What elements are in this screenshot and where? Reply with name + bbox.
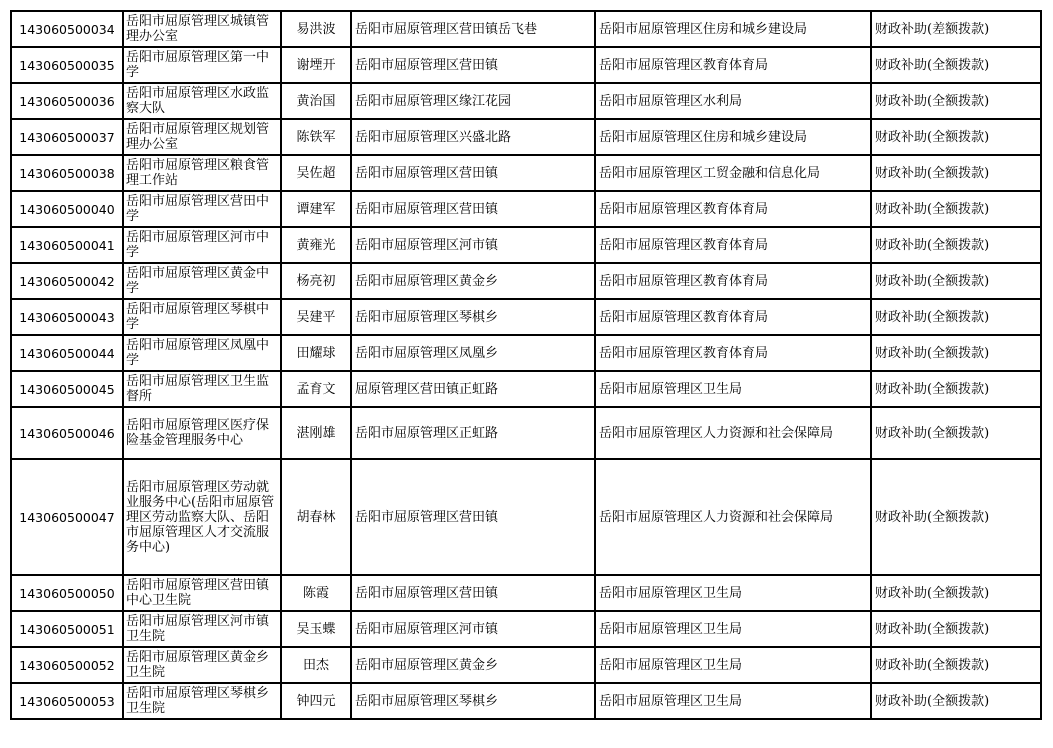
address-cell: 岳阳市屈原管理区黄金乡	[351, 647, 595, 683]
authority-cell: 岳阳市屈原管理区教育体育局	[595, 335, 871, 371]
legal-representative-cell: 胡春林	[281, 459, 351, 575]
table-row	[11, 575, 1041, 611]
unit-code-cell: 143060500050	[11, 575, 123, 611]
unit-code-cell: 143060500035	[11, 47, 123, 83]
funding-cell: 财政补助(全额拨款)	[871, 263, 1041, 299]
authority-cell: 岳阳市屈原管理区教育体育局	[595, 227, 871, 263]
unit-name-cell: 岳阳市屈原管理区营田中学	[123, 191, 281, 227]
funding-cell: 财政补助(全额拨款)	[871, 575, 1041, 611]
authority-cell: 岳阳市屈原管理区工贸金融和信息化局	[595, 155, 871, 191]
unit-name-cell: 岳阳市屈原管理区河市镇卫生院	[123, 611, 281, 647]
unit-code-cell: 143060500040	[11, 191, 123, 227]
authority-cell: 岳阳市屈原管理区教育体育局	[595, 191, 871, 227]
unit-name-cell: 岳阳市屈原管理区水政监察大队	[123, 83, 281, 119]
unit-name-cell: 岳阳市屈原管理区城镇管理办公室	[123, 11, 281, 47]
unit-code-cell: 143060500046	[11, 407, 123, 459]
authority-cell: 岳阳市屈原管理区水利局	[595, 83, 871, 119]
funding-cell: 财政补助(全额拨款)	[871, 459, 1041, 575]
authority-cell: 岳阳市屈原管理区卫生局	[595, 371, 871, 407]
unit-name-cell: 岳阳市屈原管理区黄金乡卫生院	[123, 647, 281, 683]
unit-code-cell: 143060500038	[11, 155, 123, 191]
legal-representative-cell: 黄治国	[281, 83, 351, 119]
unit-name-cell: 岳阳市屈原管理区黄金中学	[123, 263, 281, 299]
table-row	[11, 227, 1041, 263]
legal-representative-cell: 湛刚雄	[281, 407, 351, 459]
table-row	[11, 335, 1041, 371]
address-cell: 岳阳市屈原管理区琴棋乡	[351, 683, 595, 719]
table-row	[11, 611, 1041, 647]
funding-cell: 财政补助(全额拨款)	[871, 407, 1041, 459]
table-row	[11, 119, 1041, 155]
address-cell: 岳阳市屈原管理区凤凰乡	[351, 335, 595, 371]
unit-name-cell: 岳阳市屈原管理区凤凰中学	[123, 335, 281, 371]
funding-cell: 财政补助(全额拨款)	[871, 227, 1041, 263]
legal-representative-cell: 陈铁军	[281, 119, 351, 155]
unit-name-cell: 岳阳市屈原管理区医疗保险基金管理服务中心	[123, 407, 281, 459]
unit-name-cell: 岳阳市屈原管理区规划管理办公室	[123, 119, 281, 155]
authority-cell: 岳阳市屈原管理区卫生局	[595, 575, 871, 611]
legal-representative-cell: 田杰	[281, 647, 351, 683]
unit-code-cell: 143060500051	[11, 611, 123, 647]
table-row	[11, 371, 1041, 407]
address-cell: 岳阳市屈原管理区河市镇	[351, 227, 595, 263]
table-row	[11, 155, 1041, 191]
authority-cell: 岳阳市屈原管理区住房和城乡建设局	[595, 11, 871, 47]
legal-representative-cell: 田耀球	[281, 335, 351, 371]
funding-cell: 财政补助(全额拨款)	[871, 371, 1041, 407]
funding-cell: 财政补助(全额拨款)	[871, 647, 1041, 683]
unit-name-cell: 岳阳市屈原管理区第一中学	[123, 47, 281, 83]
unit-code-cell: 143060500045	[11, 371, 123, 407]
funding-cell: 财政补助(全额拨款)	[871, 155, 1041, 191]
funding-cell: 财政补助(全额拨款)	[871, 335, 1041, 371]
table-row	[11, 11, 1041, 47]
unit-name-cell: 岳阳市屈原管理区卫生监督所	[123, 371, 281, 407]
unit-name-cell: 岳阳市屈原管理区营田镇中心卫生院	[123, 575, 281, 611]
unit-code-cell: 143060500037	[11, 119, 123, 155]
funding-cell: 财政补助(全额拨款)	[871, 611, 1041, 647]
authority-cell: 岳阳市屈原管理区卫生局	[595, 647, 871, 683]
institution-table	[10, 10, 1042, 720]
address-cell: 岳阳市屈原管理区河市镇	[351, 611, 595, 647]
address-cell: 岳阳市屈原管理区营田镇	[351, 459, 595, 575]
legal-representative-cell: 陈霞	[281, 575, 351, 611]
authority-cell: 岳阳市屈原管理区卫生局	[595, 683, 871, 719]
funding-cell: 财政补助(全额拨款)	[871, 83, 1041, 119]
registry-sheet	[10, 10, 1042, 720]
table-row	[11, 683, 1041, 719]
unit-code-cell: 143060500043	[11, 299, 123, 335]
table-row	[11, 647, 1041, 683]
authority-cell: 岳阳市屈原管理区人力资源和社会保障局	[595, 407, 871, 459]
funding-cell: 财政补助(全额拨款)	[871, 119, 1041, 155]
unit-name-cell: 岳阳市屈原管理区粮食管理工作站	[123, 155, 281, 191]
authority-cell: 岳阳市屈原管理区教育体育局	[595, 263, 871, 299]
authority-cell: 岳阳市屈原管理区卫生局	[595, 611, 871, 647]
unit-code-cell: 143060500053	[11, 683, 123, 719]
table-row	[11, 191, 1041, 227]
address-cell: 屈原管理区营田镇正虹路	[351, 371, 595, 407]
address-cell: 岳阳市屈原管理区营田镇	[351, 191, 595, 227]
table-row	[11, 47, 1041, 83]
table-row	[11, 263, 1041, 299]
unit-code-cell: 143060500047	[11, 459, 123, 575]
funding-cell: 财政补助(全额拨款)	[871, 683, 1041, 719]
address-cell: 岳阳市屈原管理区琴棋乡	[351, 299, 595, 335]
address-cell: 岳阳市屈原管理区营田镇岳飞巷	[351, 11, 595, 47]
legal-representative-cell: 谭建军	[281, 191, 351, 227]
address-cell: 岳阳市屈原管理区正虹路	[351, 407, 595, 459]
address-cell: 岳阳市屈原管理区兴盛北路	[351, 119, 595, 155]
address-cell: 岳阳市屈原管理区黄金乡	[351, 263, 595, 299]
address-cell: 岳阳市屈原管理区营田镇	[351, 47, 595, 83]
unit-code-cell: 143060500041	[11, 227, 123, 263]
legal-representative-cell: 杨亮初	[281, 263, 351, 299]
table-row	[11, 299, 1041, 335]
address-cell: 岳阳市屈原管理区营田镇	[351, 155, 595, 191]
table-row	[11, 407, 1041, 459]
unit-code-cell: 143060500044	[11, 335, 123, 371]
funding-cell: 财政补助(差额拨款)	[871, 11, 1041, 47]
authority-cell: 岳阳市屈原管理区住房和城乡建设局	[595, 119, 871, 155]
authority-cell: 岳阳市屈原管理区教育体育局	[595, 299, 871, 335]
legal-representative-cell: 钟四元	[281, 683, 351, 719]
address-cell: 岳阳市屈原管理区营田镇	[351, 575, 595, 611]
unit-name-cell: 岳阳市屈原管理区河市中学	[123, 227, 281, 263]
authority-cell: 岳阳市屈原管理区教育体育局	[595, 47, 871, 83]
legal-representative-cell: 吴玉蝶	[281, 611, 351, 647]
funding-cell: 财政补助(全额拨款)	[871, 191, 1041, 227]
legal-representative-cell: 谢堙开	[281, 47, 351, 83]
authority-cell: 岳阳市屈原管理区人力资源和社会保障局	[595, 459, 871, 575]
unit-name-cell: 岳阳市屈原管理区琴棋中学	[123, 299, 281, 335]
legal-representative-cell: 吴建平	[281, 299, 351, 335]
funding-cell: 财政补助(全额拨款)	[871, 47, 1041, 83]
funding-cell: 财政补助(全额拨款)	[871, 299, 1041, 335]
unit-code-cell: 143060500052	[11, 647, 123, 683]
legal-representative-cell: 吴佐超	[281, 155, 351, 191]
legal-representative-cell: 黄雍光	[281, 227, 351, 263]
unit-code-cell: 143060500034	[11, 11, 123, 47]
table-row	[11, 83, 1041, 119]
legal-representative-cell: 易洪波	[281, 11, 351, 47]
unit-name-cell: 岳阳市屈原管理区琴棋乡卫生院	[123, 683, 281, 719]
table-row	[11, 459, 1041, 575]
legal-representative-cell: 孟育文	[281, 371, 351, 407]
address-cell: 岳阳市屈原管理区缘江花园	[351, 83, 595, 119]
unit-code-cell: 143060500042	[11, 263, 123, 299]
unit-name-cell: 岳阳市屈原管理区劳动就业服务中心(岳阳市屈原管理区劳动监察大队、岳阳市屈原管理区人才交流服务中心)	[123, 459, 281, 575]
unit-code-cell: 143060500036	[11, 83, 123, 119]
